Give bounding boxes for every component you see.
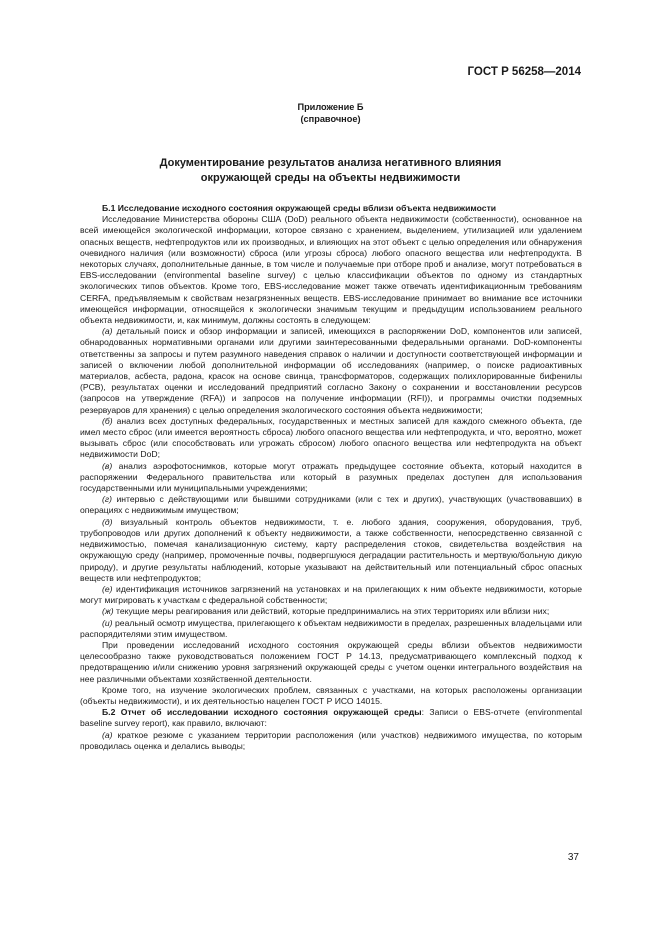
section-b2-heading: Б.2 Отчет об исследовании исходного состояния окружающей среды [102,707,422,718]
item-text: анализ всех доступных федеральных, государственных и местных записей для каждого смежного объекта, где имел место сброс (или имеется вероятность сброса) любого опасного вещества или нефтепродукта, и что, вероятно, может вызывать сброс (или способствовать или угрожать сбросом) любого опасного вещества или нефтепродукта на объект недвижимости DoD; [80,415,582,460]
item-text: текущие меры реагирования или действий, которые предпринимались на этих территориях или вблизи них; [113,606,550,617]
main-title [0,156,661,185]
section-b2-text: : Записи о EBS-отчете (environmental baseline survey report), как правило, включают: [80,707,582,729]
item-label: (а) [102,729,113,740]
item-label: (и) [102,617,113,628]
body-text [80,203,582,752]
paragraph-gost-14-13: При проведении исследований исходного состояния окружающей среды вблизи объектов недвижимости целесообразно также руководствоваться положением ГОСТ Р 14.13, предусматривающего комплексный подход к предотвращению и/или снижению уровня загрязнений окружающей среды с учетом оценки интегрального воздействия на нее различными объектами хозяйственной деятельности. [80,639,582,684]
item-text: интервью с действующими или бывшими сотрудниками (или с тех и других), участвующих (участвовавших) в операциях с недвижимым имуществом; [80,494,582,516]
item-label: (а) [102,326,113,337]
item-text: анализ аэрофотоснимков, которые могут отражать предыдущее состояние объекта, который находится в распоряжении Федерального правительства или который в разумных пределах доступен для использования государственными или муниципальными учреждениями; [80,460,582,494]
paragraph-intro: Исследование Министерства обороны США (DoD) реального объекта недвижимости (собственности), основанное на всей имеющейся экологической информации, которое связано с хранением, выделением, утилизацией или удалением опасных веществ, нефтепродуктов или их производных, и влияющих на этот объект с целью определения или обнаружения очевидного наличия (или возможности) сброса (или угрозы сброса) любого опасного вещества или нефтепродукта. В некоторых случаях, дополнительные данные, в том числе и получаемые при отборе проб и анализе, могут потребоваться в EBS-исследовании (environmental baseline survey) с целью классификации объектов по одному из стандартных экологических типов объектов. Кроме того, EBS-исследование может также отвечать идентификационным требованиям CERFA, предъявляемым к свойствам незагрязненных веществ. EBS-исследование принимает во внимание все источники имеющейся информации, относящейся к экологически значимым текущим и предыдущим использованием реального объекта недвижимости, и, как минимум, должны состоять в следующем: [80,214,582,326]
appendix-heading [0,101,661,125]
list-item-v [80,461,582,495]
list-item-d [80,517,582,584]
list-item-g [80,494,582,516]
item-text: краткое резюме с указанием территории расположения (или участков) недвижимого имущества, по которым проводилась оценка и делались выводы; [80,729,582,751]
list-item-zh [80,606,582,617]
page-number: 37 [567,852,579,863]
item-label: (д) [102,516,113,527]
main-title-line-2: окружающей среды на объекты недвижимости [200,171,461,184]
item-text: реальный осмотр имущества, прилегающего к объектам недвижимости в пределах, разрешенных владельцами или распорядителями этим имуществом. [80,617,582,639]
appendix-title: Приложение Б [297,102,364,112]
item-label: (ж) [102,606,114,617]
item-label: (г) [102,494,112,505]
item-text: визуальный контроль объектов недвижимости, т. е. любого здания, сооружения, оборудования, труб, трубопроводов или других дополнений к объекту недвижимости, а также собственности, непосредственно связанной с недвижимостью, помечая канализационную систему, карту распределения стоков, свидетельства воздействия на окружающую среду (например, промоченные почвы, подвергшуюся деградации растительность и мертвую/больную дикую природу), и другие результаты наблюдений, которые указывают на действительный или потенциальный сброс опасных веществ или нефтепродуктов; [80,516,582,583]
item-text: детальный поиск и обзор информации и записей, имеющихся в распоряжении DoD, компонентов или записей, обнародованных нормативными органами или другими заинтересованными федеральными органами. DoD-компоненты ответственны за запросы и путем разумного наведения справок о наличии и доступности соответствующей информации и записей о включении любой дополнительной информации об исследованиях (например, о поиске радиоактивных материалов, асбеста, радона, красок на основе свинца, трансформаторов, содержащих полихлорированные бифенилы (PCB), результатах оценки и исследований предприятий согласно Закону о сохранении и восстановлении ресурсов (запросов на утверждение (RFA)) и запросов на получение информации (RFI)), и программы очистки подземных резервуаров для хранения) с целью определения экологического состояния объекта недвижимости; [80,326,582,415]
paragraph-iso-14015: Кроме того, на изучение экологических проблем, связанных с участками, на которых расположены организации (объекты недвижимости), и их деятельностью нацелен ГОСТ Р ИСО 14015. [80,684,582,706]
standard-header: ГОСТ Р 56258—2014 [467,66,581,78]
item-label: (в) [102,460,113,471]
list-item-i [80,618,582,640]
section-b2 [80,707,582,729]
item-label: (б) [102,415,113,426]
section-b1-heading: Б.1 Исследование исходного состояния окружающей среды вблизи объекта недвижимости [102,203,497,213]
list-item-b2-a [80,730,582,752]
item-label: (е) [102,583,113,594]
list-item-e [80,584,582,606]
list-item-b [80,416,582,461]
item-text: идентификация источников загрязнений на установках и на прилегающих к ним объекте недвижимости, которые могут мигрировать к участкам с федеральной собственности; [80,583,582,606]
main-title-line-1: Документирование результатов анализа негативного влияния [159,157,502,169]
appendix-note: (справочное) [300,114,361,124]
list-item-a [80,326,582,416]
